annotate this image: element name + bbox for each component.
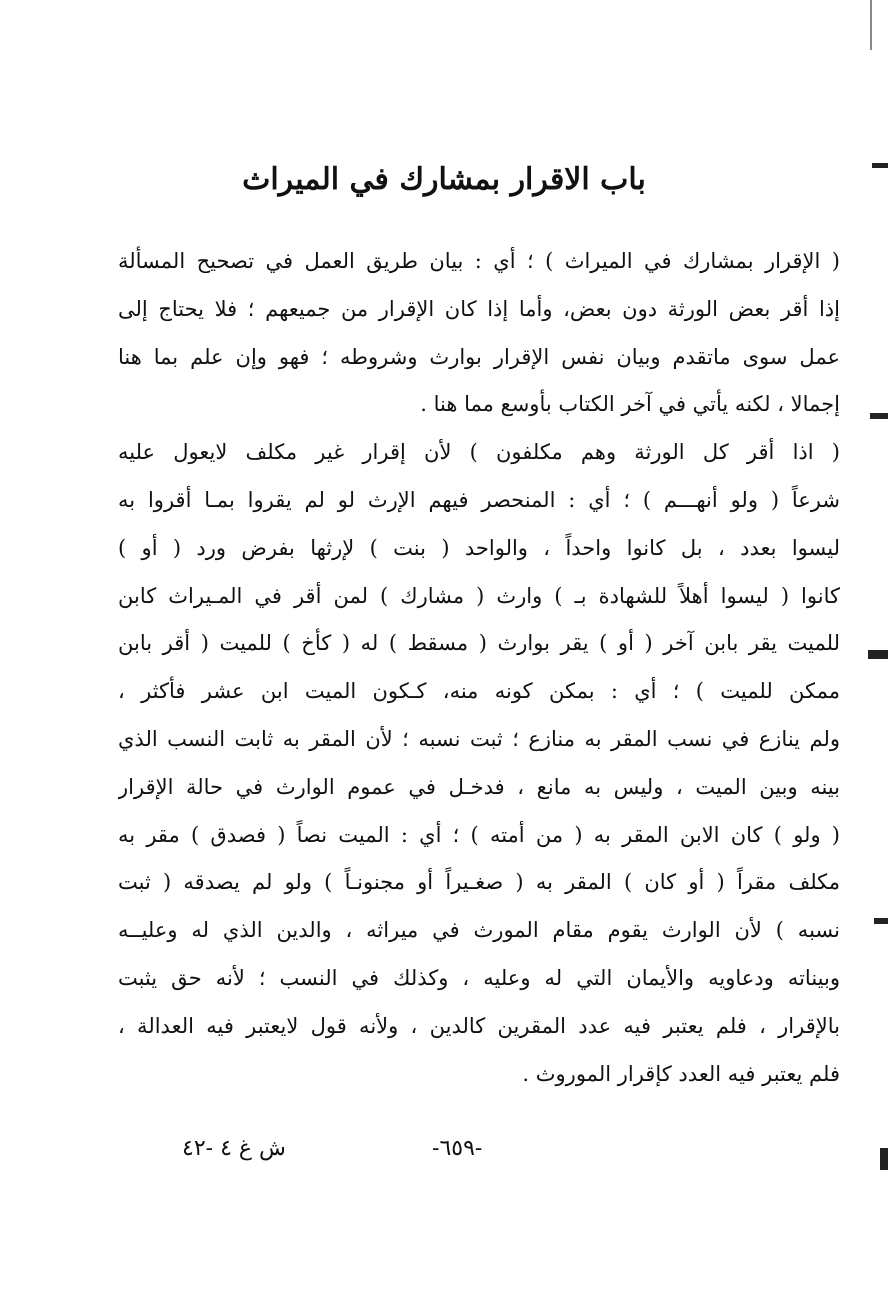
page-footer [0,1124,888,1174]
text-line: للميت يقر بابن آخر ( أو ) يقر بوارث ( مسقط ) له ( كأخ ) للميت ( أقر بابن [118,631,840,656]
scan-edge-mark [880,1148,888,1170]
text-line: ( الإقرار بمشارك في الميراث ) ؛ أي : بيان طريق العمل في تصحيح المسألة [118,249,840,273]
text-line: فلم يعتبر فيه العدد كإقرار الموروث . [522,1061,840,1086]
text-line: كانوا ( ليسوا أهلاً للشهادة بـ ) وارث ( مشارك ) لمن أقر في المـيراث كابن [118,583,840,608]
scan-edge-mark [874,918,888,924]
text-line: وبيناته ودعاويه والأيمان التي له وعليه ، وكذلك في النسب ؛ لأنه حق يثبت [118,965,840,990]
scan-edge-line [870,0,872,50]
body-text [118,238,840,1098]
text-line: إذا أقر بعض الورثة دون بعض، وأما إذا كان الإقرار من جميعهم ؛ فلا يحتاج إلى [118,296,840,321]
scan-edge-mark [872,163,888,168]
text-line: ليسوا بعدد ، بل كانوا واحداً ، والواحد ( بنت ) لإرثها بفرض ورد ( أو ) [118,535,840,560]
text-line: ممكن للميت ) ؛ أي : بمكن كونه منه، كـكون الميت ابن عشر فأكثر ، [118,679,840,704]
text-line: بينه وبين الميت ، وليس به مانع ، فدخـل في عموم الوارث في حالة الإقرار [118,774,840,799]
text-line: شرعاً ( ولو أنهـــم ) ؛ أي : المنحصر فيهم الإرث لو لم يقروا بمـا أقروا به [118,487,840,512]
text-line: عمل سوى ماتقدم وبيان نفس الإقرار بوارث وشروطه ؛ فهو وإن علم بما هنا [118,344,840,369]
paragraph-2 [118,429,840,1098]
scan-edge-mark [868,650,888,659]
printer-signature: ش غ ٤ -٤٢ [182,1136,286,1161]
page-number: -٦٥٩- [432,1136,483,1161]
text-line: ( اذا أقر كل الورثة وهم مكلفون ) لأن إقرار غير مكلف لايعول عليه [118,440,840,465]
text-line: مكلف مقراً ( أو كان ) المقر به ( صغـيراً أو مجنونـاً ) ولو لم يصدقه ( ثبت [118,870,840,895]
text-line: نسبه ) لأن الوارث يقوم مقام المورث في ميراثه ، والدين الذي له وعليــه [118,918,840,943]
paragraph-1 [118,238,840,429]
text-line: ولم ينازع في نسب المقر به منازع ؛ ثبت نسبه ؛ لأن المقر به ثابت النسب الذي [118,726,840,751]
page-title: باب الاقرار بمشارك في الميراث [242,162,646,197]
text-line: إجمالا ، لكنه يأتي في آخر الكتاب بأوسع مما هنا . [420,392,840,417]
text-line: بالإقرار ، فلم يعتبر فيه عدد المقرين كالدين ، ولأنه قول لايعتبر فيه العدالة ، [118,1013,840,1038]
text-line: ( ولو ) كان الابن المقر به ( من أمته ) ؛ أي : الميت نصاً ( فصدق ) مقر به [118,822,840,847]
scan-edge-mark [870,413,888,419]
